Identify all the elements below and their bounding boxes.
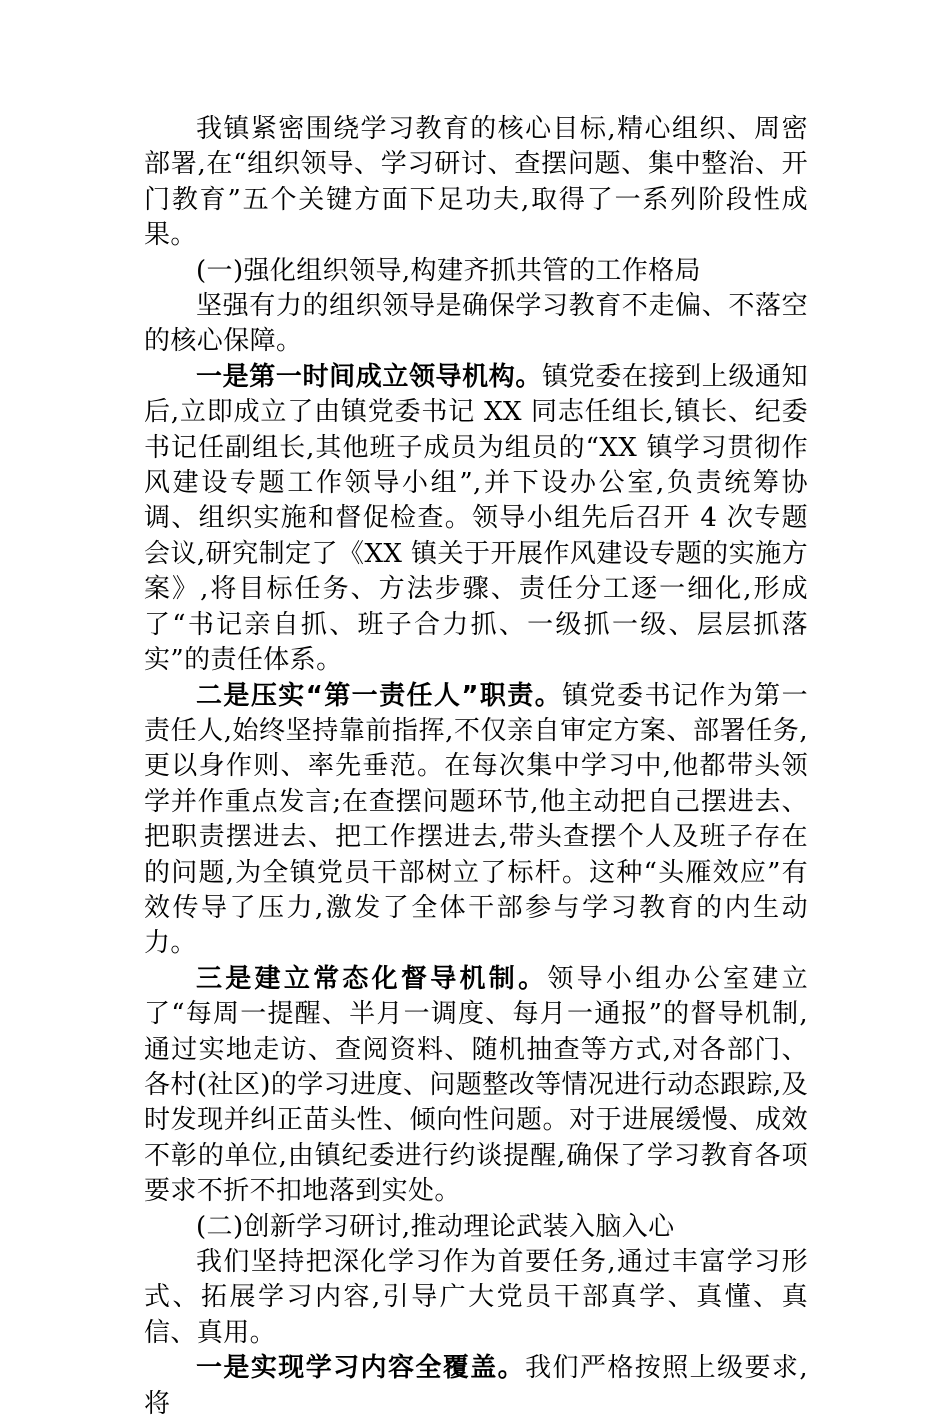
section-2-point-1-paragraph — [144, 1351, 808, 1422]
point-2-lead: 二是压实“第一责任人”职责。 — [196, 680, 563, 711]
paragraph-text: 镇党委在接到上级通知后,立即成立了由镇党委书记 XX 同志任组长,镇长、纪委书记任副组长,其他班子成员为组员的“XX 镇学习贯彻作风建设专题工作领导小组”,并下设办公室,负责统筹协调、组织实施和督促检查。领导小组先后召开 4 次专题会议,研究制定了《XX 镇关于开展作风建设专题的实施方案》,将目标任务、方法步骤、责任分工逐一细化,形成了“书记亲自抓、班子合力抓、一级抓一级、层层抓落实”的责任体系。 — [144, 361, 808, 676]
heading-text: (一)强化组织领导,构建齐抓共管的工作格局 — [196, 255, 701, 286]
paragraph-text: 我们严格按照上级要求,将 — [144, 1353, 808, 1419]
point-3-lead: 三是建立常态化督导机制。 — [196, 963, 548, 994]
section-heading-2 — [144, 1210, 808, 1245]
point-3-paragraph — [144, 962, 808, 1210]
paragraph-text: 我们坚持把深化学习作为首要任务,通过丰富学习形式、拓展学习内容,引导广大党员干部真学、真懂、真信、真用。 — [144, 1247, 808, 1348]
paragraph-text: 我镇紧密围绕学习教育的核心目标,精心组织、周密部署,在“组织领导、学习研讨、查摆问题、集中整治、开门教育”五个关键方面下足功夫,取得了一系列阶段性成果。 — [144, 114, 808, 251]
heading-text: (二)创新学习研讨,推动理论武装入脑入心 — [196, 1211, 675, 1242]
section-1-intro — [144, 289, 808, 360]
intro-paragraph — [144, 112, 808, 254]
section-2-point-1-lead: 一是实现学习内容全覆盖。 — [196, 1353, 526, 1384]
paragraph-text: 坚强有力的组织领导是确保学习教育不走偏、不落空的核心保障。 — [144, 291, 808, 357]
document-body — [144, 112, 808, 1422]
point-2-paragraph — [144, 679, 808, 962]
paragraph-text: 领导小组办公室建立了“每周一提醒、半月一调度、每月一通报”的督导机制,通过实地走访、查阅资料、随机抽查等方式,对各部门、各村(社区)的学习进度、问题整改等情况进行动态跟踪,及时发现并纠正苗头性、倾向性问题。对于进展缓慢、成效不彰的单位,由镇纪委进行约谈提醒,确保了学习教育各项要求不折不扣地落到实处。 — [144, 963, 808, 1207]
point-1-lead: 一是第一时间成立领导机构。 — [196, 361, 543, 392]
point-1-paragraph — [144, 360, 808, 679]
paragraph-text: 镇党委书记作为第一责任人,始终坚持靠前指挥,不仅亲自审定方案、部署任务,更以身作则、率先垂范。在每次集中学习中,他都带头领学并作重点发言;在查摆问题环节,他主动把自己摆进去、把职责摆进去、把工作摆进去,带头查摆个人及班子存在的问题,为全镇党员干部树立了标杆。这种“头雁效应”有效传导了压力,激发了全体干部参与学习教育的内生动力。 — [144, 680, 808, 959]
section-heading-1 — [144, 254, 808, 289]
section-2-intro — [144, 1245, 808, 1351]
